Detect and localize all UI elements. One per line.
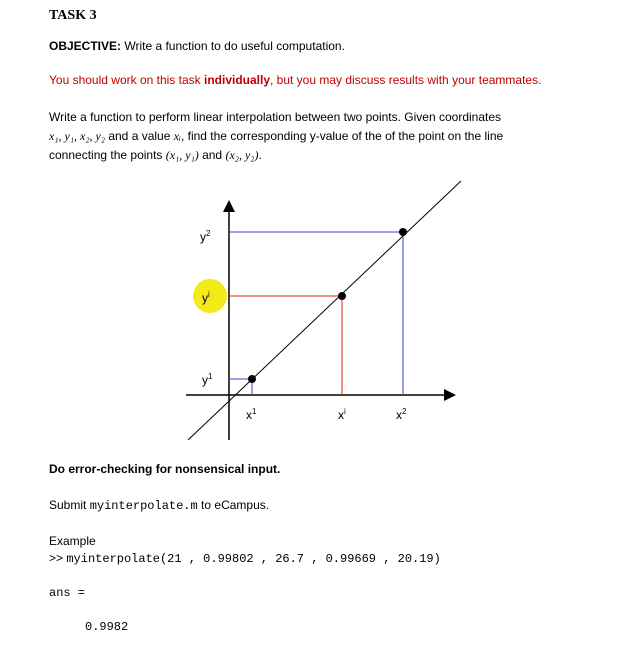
note-before: You should work on this task	[49, 73, 204, 87]
description-and: and	[198, 148, 226, 162]
description-line3-end: .	[258, 148, 262, 162]
yi-highlight	[193, 279, 227, 313]
ans-value: 0.9982	[85, 620, 129, 634]
command-prompt: >>	[49, 551, 67, 565]
point-1	[248, 375, 256, 383]
command-text: myinterpolate(21 , 0.99802 , 26.7 , 0.99669 , 20.19)	[66, 552, 441, 566]
submit-instruction	[49, 498, 269, 513]
point-2	[399, 228, 407, 236]
submit-filename: myinterpolate.m	[89, 499, 198, 513]
label-xi: $x^i$	[338, 407, 346, 422]
xi-math: xᵢ	[173, 129, 181, 143]
submit-before: Submit	[49, 498, 90, 512]
y-axis-arrow	[223, 200, 235, 212]
description-line3-start: connecting the points	[49, 148, 166, 162]
label-y2: $y^2$	[200, 229, 211, 244]
point-i	[338, 292, 346, 300]
label-yi: $y^i$	[202, 290, 210, 305]
error-check-instruction: Do error-checking for nonsensical input.	[49, 462, 281, 476]
ans-label: ans =	[49, 586, 86, 600]
point-2-math: (x₂, y₂)	[225, 148, 259, 162]
objective-text: Write a function to do useful computation.	[121, 39, 345, 53]
description-mid: and a value	[105, 129, 174, 143]
label-x2: $x^2$	[396, 407, 407, 422]
submit-after: to eCampus.	[197, 498, 270, 512]
point-1-math: (x₁, y₁)	[165, 148, 199, 162]
x-axis-arrow	[444, 389, 456, 401]
label-y1: $y^1$	[202, 372, 213, 387]
coords-math: x₁, y₁, x₂, y₂	[49, 129, 105, 143]
task-title: TASK 3	[49, 8, 97, 23]
note-after: , but you may discuss results with your teammates.	[270, 73, 542, 87]
example-command	[49, 551, 441, 566]
description-end: , find the corresponding y-value of the of the point on the line	[180, 129, 504, 143]
note-bold: individually	[203, 73, 270, 87]
description-line-1: Write a function to perform linear interpolation between two points. Given coordinates	[49, 110, 502, 124]
example-label: Example	[49, 534, 96, 548]
label-x1: $x^1$	[246, 407, 257, 422]
objective-label: OBJECTIVE:	[49, 39, 122, 53]
